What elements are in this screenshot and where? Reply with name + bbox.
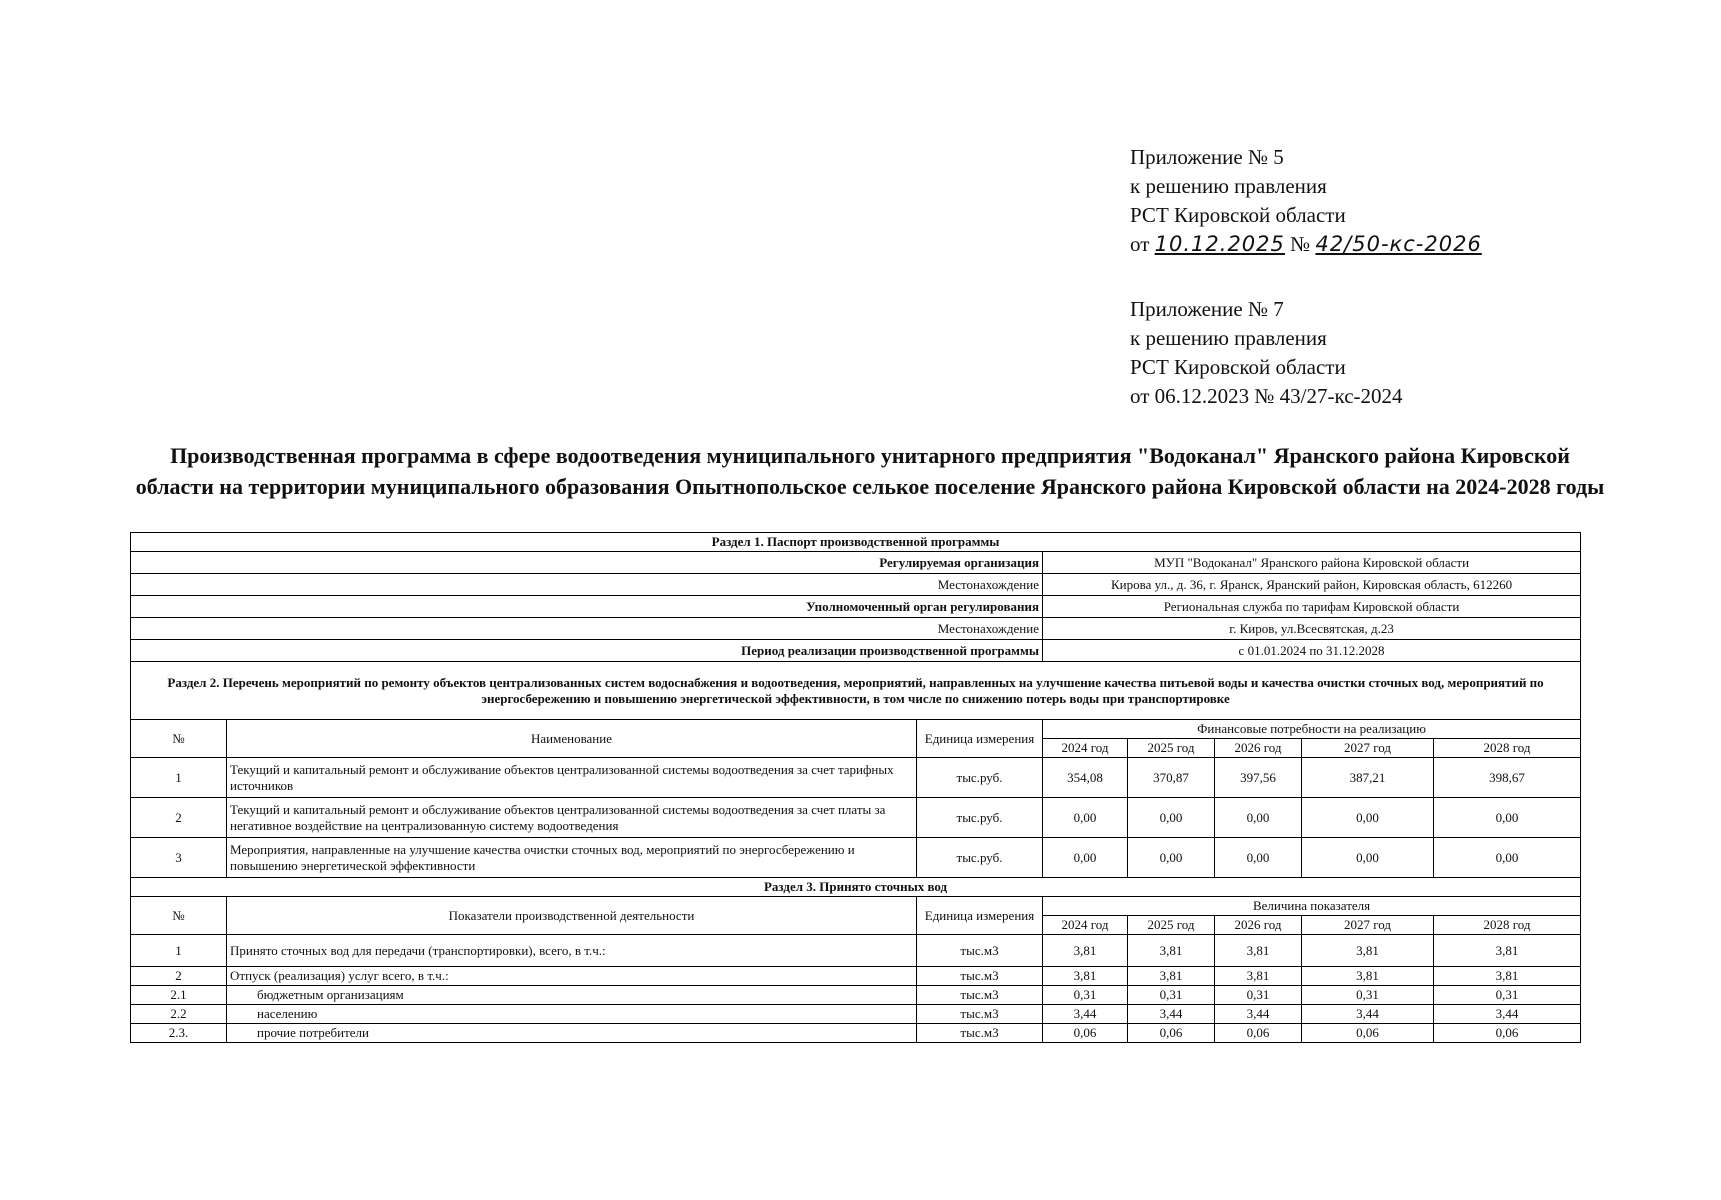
row-number: 2 (131, 967, 227, 986)
column-number-header: № (131, 720, 227, 758)
measure-name: Мероприятия, направленные на улучшение качества очистки сточных вод, мероприятий по энергосбережению и повышению энергетической эффективности (227, 838, 917, 878)
measure-row (131, 838, 1581, 878)
column-group-header: Величина показателя (1043, 897, 1581, 916)
unit-cell: тыс.м3 (917, 967, 1043, 986)
value-cell: 3,44 (1302, 1005, 1434, 1024)
value-cell: 3,44 (1128, 1005, 1215, 1024)
passport-row (131, 618, 1581, 640)
appendix-7-line3: РСТ Кировской области (1130, 355, 1346, 379)
row-number: 3 (131, 838, 227, 878)
value-cell: 0,00 (1043, 838, 1128, 878)
appendix-7-line2: к решению правления (1130, 326, 1327, 350)
unit-cell: тыс.руб. (917, 798, 1043, 838)
year-header: 2024 год (1043, 739, 1128, 758)
indicator-name: прочие потребители (227, 1024, 917, 1043)
measure-row (131, 798, 1581, 838)
appendix-5-date-line (1130, 230, 1482, 259)
passport-value: Региональная служба по тарифам Кировской области (1043, 596, 1581, 618)
passport-label: Уполномоченный орган регулирования (131, 596, 1043, 618)
section-3-heading-row (131, 878, 1581, 897)
column-unit-header: Единица измерения (917, 720, 1043, 758)
year-header: 2025 год (1128, 739, 1215, 758)
section-2-heading-row (131, 662, 1581, 720)
value-cell: 3,44 (1434, 1005, 1581, 1024)
appendix-5-line3: РСТ Кировской области (1130, 203, 1346, 227)
document-title: Производственная программа в сфере водоотведения муниципального унитарного предприятия "Водоканал" Яранского района Кировской области на территории муниципального образования Опытнопольское селькое поселение Яранского района Кировской области на 2024-2028 годы (135, 443, 1605, 499)
value-cell: 0,00 (1302, 798, 1434, 838)
year-header: 2027 год (1302, 916, 1434, 935)
appendix-5-line2: к решению правления (1130, 174, 1327, 198)
value-cell: 0,00 (1215, 798, 1302, 838)
unit-cell: тыс.м3 (917, 986, 1043, 1005)
passport-value: Кирова ул., д. 36, г. Яранск, Яранский район, Кировская область, 612260 (1043, 574, 1581, 596)
year-header: 2024 год (1043, 916, 1128, 935)
number-prefix: № (1290, 232, 1311, 256)
value-cell: 0,00 (1128, 838, 1215, 878)
value-cell: 3,81 (1043, 935, 1128, 967)
value-cell: 0,06 (1434, 1024, 1581, 1043)
section-1-heading-row (131, 533, 1581, 552)
handwritten-number: 42/50-кс-2026 (1315, 232, 1482, 256)
value-cell: 0,31 (1302, 986, 1434, 1005)
unit-cell: тыс.руб. (917, 838, 1043, 878)
value-cell: 3,81 (1043, 967, 1128, 986)
value-cell: 0,00 (1128, 798, 1215, 838)
value-cell: 3,44 (1215, 1005, 1302, 1024)
passport-value: с 01.01.2024 по 31.12.2028 (1043, 640, 1581, 662)
column-number-header: № (131, 897, 227, 935)
section-2-header-row (131, 720, 1581, 739)
value-cell: 3,81 (1302, 967, 1434, 986)
value-cell: 3,81 (1215, 967, 1302, 986)
measure-row (131, 758, 1581, 798)
unit-cell: тыс.руб. (917, 758, 1043, 798)
row-number: 2.1 (131, 986, 227, 1005)
value-cell: 0,31 (1215, 986, 1302, 1005)
value-cell: 0,00 (1434, 838, 1581, 878)
indicator-row (131, 967, 1581, 986)
year-header: 2028 год (1434, 916, 1581, 935)
value-cell: 387,21 (1302, 758, 1434, 798)
indicator-row (131, 986, 1581, 1005)
unit-cell: тыс.м3 (917, 1005, 1043, 1024)
value-cell: 3,81 (1434, 967, 1581, 986)
value-cell: 3,81 (1302, 935, 1434, 967)
value-cell: 0,31 (1043, 986, 1128, 1005)
passport-label: Местонахождение (131, 618, 1043, 640)
appendix-7-title: Приложение № 7 (1130, 297, 1284, 321)
indicator-name: бюджетным организациям (227, 986, 917, 1005)
section-3-header-row (131, 897, 1581, 916)
row-number: 1 (131, 935, 227, 967)
indicator-name: населению (227, 1005, 917, 1024)
column-unit-header: Единица измерения (917, 897, 1043, 935)
value-cell: 3,81 (1128, 935, 1215, 967)
value-cell: 0,06 (1215, 1024, 1302, 1043)
section-1-heading: Раздел 1. Паспорт производственной программы (131, 533, 1581, 552)
appendix-5-title: Приложение № 5 (1130, 145, 1284, 169)
unit-cell: тыс.м3 (917, 935, 1043, 967)
value-cell: 3,81 (1128, 967, 1215, 986)
measure-name: Текущий и капитальный ремонт и обслуживание объектов централизованной системы водоотведения за счет платы за негативное воздействие на централизованную систему водоотведения (227, 798, 917, 838)
indicator-row (131, 935, 1581, 967)
row-number: 2 (131, 798, 227, 838)
unit-cell: тыс.м3 (917, 1024, 1043, 1043)
date-prefix: от (1130, 232, 1150, 256)
indicator-name: Отпуск (реализация) услуг всего, в т.ч.: (227, 967, 917, 986)
passport-row (131, 552, 1581, 574)
year-header: 2026 год (1215, 739, 1302, 758)
value-cell: 0,31 (1128, 986, 1215, 1005)
year-header: 2025 год (1128, 916, 1215, 935)
row-number: 2.2 (131, 1005, 227, 1024)
year-header: 2027 год (1302, 739, 1434, 758)
value-cell: 3,81 (1434, 935, 1581, 967)
row-number: 2.3. (131, 1024, 227, 1043)
appendix-5-block (1130, 143, 1482, 259)
value-cell: 0,06 (1128, 1024, 1215, 1043)
value-cell: 370,87 (1128, 758, 1215, 798)
passport-value: г. Киров, ул.Всесвятская, д.23 (1043, 618, 1581, 640)
value-cell: 397,56 (1215, 758, 1302, 798)
value-cell: 0,31 (1434, 986, 1581, 1005)
value-cell: 0,06 (1302, 1024, 1434, 1043)
passport-label: Местонахождение (131, 574, 1043, 596)
section-2-heading: Раздел 2. Перечень мероприятий по ремонту объектов централизованных систем водоснабжения и водоотведения, мероприятий, направленных на улучшение качества питьевой воды и качества очистки сточных вод, мероприятий по энергосбережению и повышению энергетической эффективности, в том числе по снижению потерь воды при транспортировке (131, 662, 1581, 720)
row-number: 1 (131, 758, 227, 798)
column-name-header: Показатели производственной деятельности (227, 897, 917, 935)
passport-row (131, 640, 1581, 662)
value-cell: 398,67 (1434, 758, 1581, 798)
column-group-header: Финансовые потребности на реализацию (1043, 720, 1581, 739)
handwritten-date: 10.12.2025 (1154, 232, 1285, 256)
measure-name: Текущий и капитальный ремонт и обслуживание объектов централизованной системы водоотведения за счет тарифных источников (227, 758, 917, 798)
passport-label: Период реализации производственной программы (131, 640, 1043, 662)
value-cell: 354,08 (1043, 758, 1128, 798)
value-cell: 0,00 (1215, 838, 1302, 878)
value-cell: 3,44 (1043, 1005, 1128, 1024)
indicator-name: Принято сточных вод для передачи (транспортировки), всего, в т.ч.: (227, 935, 917, 967)
section-3-heading: Раздел 3. Принято сточных вод (131, 878, 1581, 897)
value-cell: 0,00 (1043, 798, 1128, 838)
value-cell: 0,06 (1043, 1024, 1128, 1043)
value-cell: 0,00 (1302, 838, 1434, 878)
value-cell: 3,81 (1215, 935, 1302, 967)
year-header: 2028 год (1434, 739, 1581, 758)
passport-row (131, 574, 1581, 596)
production-program-table (130, 532, 1581, 1043)
value-cell: 0,00 (1434, 798, 1581, 838)
year-header: 2026 год (1215, 916, 1302, 935)
passport-value: МУП "Водоканал" Яранского района Кировской области (1043, 552, 1581, 574)
indicator-row (131, 1005, 1581, 1024)
indicator-row (131, 1024, 1581, 1043)
appendix-7-block (1130, 295, 1403, 411)
column-name-header: Наименование (227, 720, 917, 758)
passport-row (131, 596, 1581, 618)
appendix-7-line4: от 06.12.2023 № 43/27-кс-2024 (1130, 384, 1403, 408)
passport-label: Регулируемая организация (131, 552, 1043, 574)
